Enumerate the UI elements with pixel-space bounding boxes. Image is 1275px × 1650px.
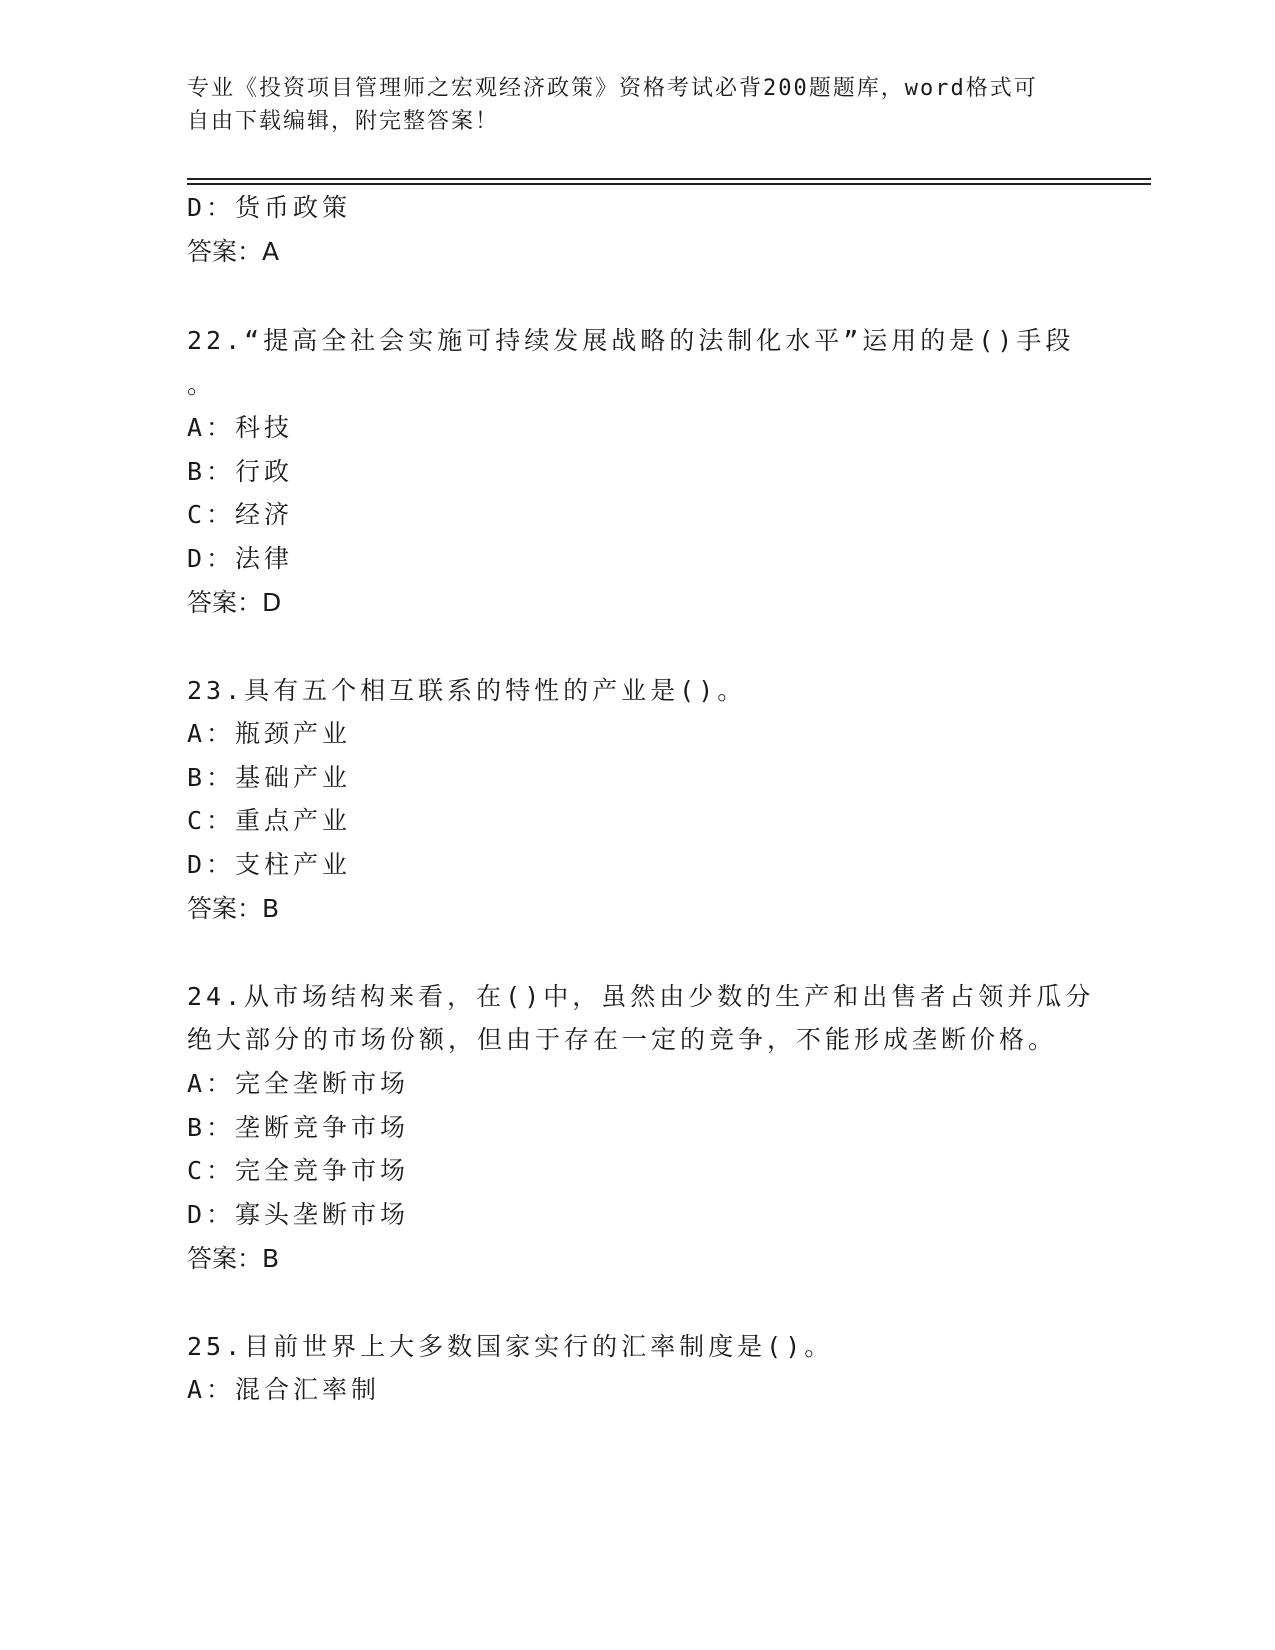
q24-option-a: A：完全垄断市场 bbox=[187, 1069, 410, 1098]
q22-option-b: B：行政 bbox=[187, 457, 294, 486]
q23-stem-line-1: 23.具有五个相互联系的特性的产业是()。 bbox=[187, 676, 747, 705]
q24-option-b: B：垄断竞争市场 bbox=[187, 1113, 410, 1142]
q23-option-c: C：重点产业 bbox=[187, 806, 352, 835]
q23-option-a: A：瓶颈产业 bbox=[187, 719, 352, 748]
prev-answer: 答案：A bbox=[187, 237, 280, 266]
q25-stem-line-1: 25.目前世界上大多数国家实行的汇率制度是()。 bbox=[187, 1332, 834, 1361]
header-line-2: 自由下载编辑，附完整答案！ bbox=[187, 109, 500, 134]
header-divider-top bbox=[187, 178, 1151, 180]
header-divider-bottom bbox=[187, 183, 1151, 185]
header-line-1: 专业《投资项目管理师之宏观经济政策》资格考试必背200题题库，word格式可 bbox=[187, 76, 1038, 101]
q22-option-a: A：科技 bbox=[187, 413, 294, 442]
q22-option-d: D：法律 bbox=[187, 544, 294, 573]
q23-option-d: D：支柱产业 bbox=[187, 850, 352, 879]
q23-option-b: B：基础产业 bbox=[187, 763, 352, 792]
q23-answer: 答案：B bbox=[187, 894, 280, 923]
prev-option-d: D：货币政策 bbox=[187, 193, 352, 222]
q24-option-d: D：寡头垄断市场 bbox=[187, 1200, 410, 1229]
q24-stem-line-1: 24.从市场结构来看，在()中，虽然由少数的生产和出售者占领并瓜分 bbox=[187, 982, 1095, 1011]
q22-stem-line-1: 22.“提高全社会实施可持续发展战略的法制化水平”运用的是()手段 bbox=[187, 326, 1075, 355]
q24-option-c: C：完全竞争市场 bbox=[187, 1156, 410, 1185]
q24-answer: 答案：B bbox=[187, 1244, 280, 1273]
q22-stem-line-2: 。 bbox=[187, 370, 217, 399]
q22-option-c: C：经济 bbox=[187, 500, 294, 529]
q22-answer: 答案：D bbox=[187, 588, 282, 617]
q24-stem-line-2: 绝大部分的市场份额，但由于存在一定的竞争，不能形成垄断价格。 bbox=[187, 1025, 1058, 1054]
q25-option-a: A：混合汇率制 bbox=[187, 1375, 381, 1404]
document-header bbox=[187, 72, 1067, 138]
